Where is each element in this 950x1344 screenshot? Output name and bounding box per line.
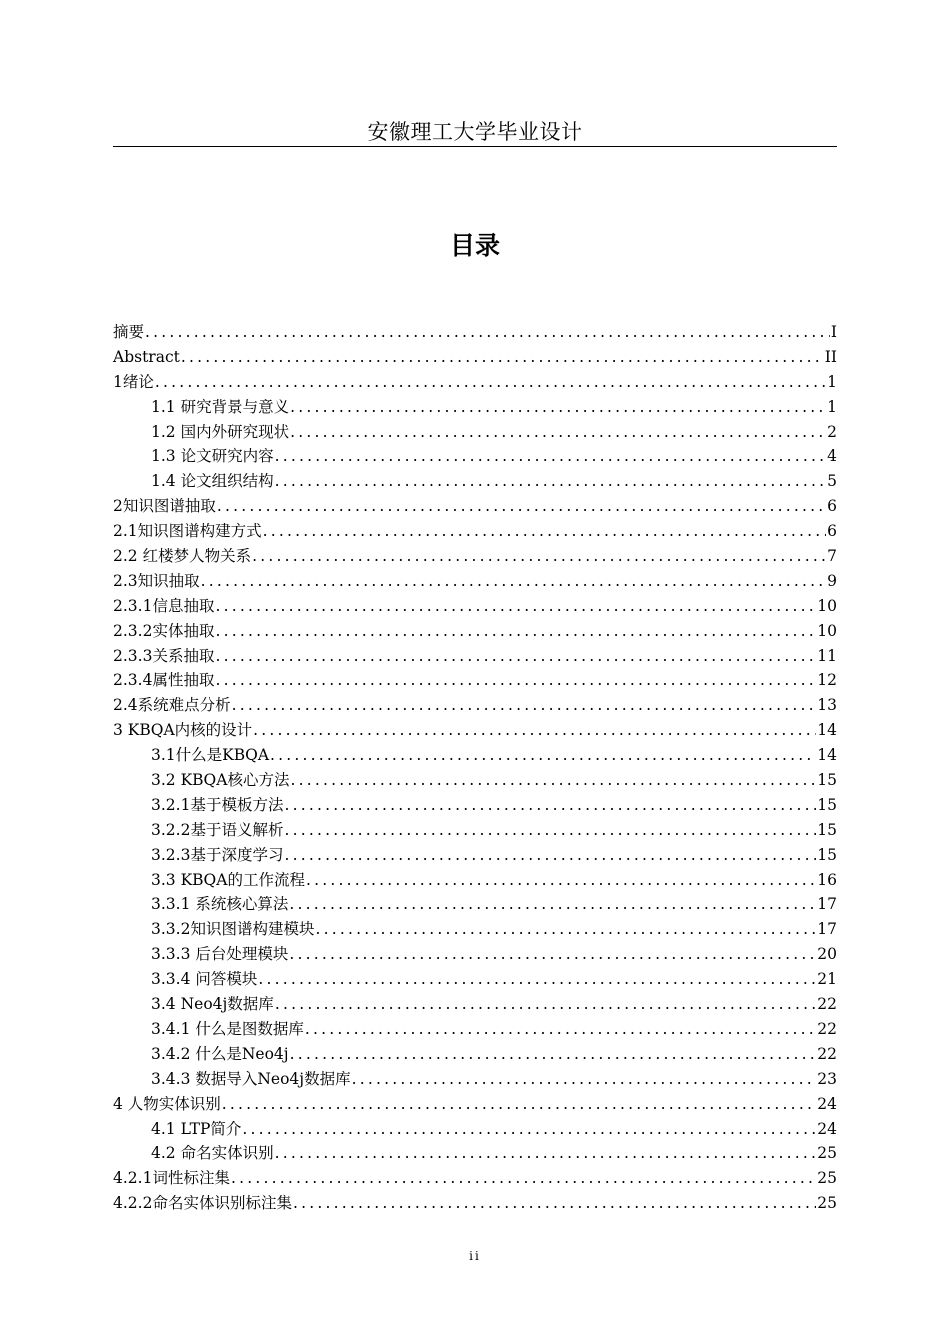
toc-entry-title: 2.3.1信息抽取 bbox=[113, 596, 215, 615]
toc-dot-leader bbox=[275, 469, 827, 494]
toc-entry-title: 3.2.2基于语义解析 bbox=[151, 820, 284, 839]
toc-dot-leader bbox=[284, 818, 816, 843]
toc-entry-title: 2.4系统难点分析 bbox=[113, 696, 231, 715]
toc-entry[interactable] bbox=[113, 942, 837, 967]
toc-dot-leader bbox=[232, 693, 817, 718]
toc-entry[interactable] bbox=[113, 1092, 837, 1117]
toc-dot-leader bbox=[155, 370, 826, 395]
toc-entry-title: 3.3.3 后台处理模块 bbox=[151, 945, 289, 964]
toc-entry-page-number: 1 bbox=[827, 372, 837, 391]
toc-entry[interactable] bbox=[113, 1141, 837, 1166]
toc-entry[interactable] bbox=[113, 1117, 837, 1142]
toc-entry-title: 3.3.4 问答模块 bbox=[151, 970, 258, 989]
toc-dot-leader bbox=[181, 345, 824, 370]
toc-dot-leader bbox=[215, 619, 816, 644]
toc-entry-title: 2.3.4属性抽取 bbox=[113, 671, 215, 690]
toc-entry-page-number: 23 bbox=[817, 1069, 837, 1088]
toc-entry-page-number: 14 bbox=[817, 721, 837, 740]
toc-dot-leader bbox=[231, 1166, 816, 1191]
toc-dot-leader bbox=[293, 1191, 816, 1216]
toc-entry-title: 1.2 国内外研究现状 bbox=[151, 422, 290, 441]
toc-dot-leader bbox=[306, 868, 816, 893]
toc-dot-leader bbox=[217, 494, 826, 519]
toc-entry-title: 3.3 KBQA的工作流程 bbox=[151, 870, 305, 889]
toc-entry[interactable] bbox=[113, 992, 837, 1017]
page-number: ii bbox=[469, 1249, 481, 1263]
toc-entry-title: 3.3.2知识图谱构建模块 bbox=[151, 920, 315, 939]
toc-dot-leader bbox=[305, 1017, 816, 1042]
toc-entry-title: 2.3知识抽取 bbox=[113, 571, 200, 590]
toc-dot-leader bbox=[215, 594, 816, 619]
toc-entry[interactable] bbox=[113, 594, 837, 619]
toc-dot-leader bbox=[289, 942, 816, 967]
toc-dot-leader bbox=[290, 395, 826, 420]
toc-entry-page-number: 1 bbox=[827, 397, 837, 416]
toc-entry-title: 2.1知识图谱构建方式 bbox=[113, 522, 262, 541]
toc-entry-page-number: 22 bbox=[817, 1044, 837, 1063]
toc-entry-page-number: 14 bbox=[817, 746, 837, 765]
toc-entry[interactable] bbox=[113, 892, 837, 917]
toc-entry-title: 3.2 KBQA核心方法 bbox=[151, 771, 290, 790]
toc-entry-title: 4.2 命名实体识别 bbox=[151, 1144, 274, 1163]
toc-entry[interactable] bbox=[113, 668, 837, 693]
page-header-title: 安徽理工大学毕业设计 bbox=[367, 120, 583, 144]
toc-entry-title: 1绪论 bbox=[113, 372, 154, 391]
toc-dot-leader bbox=[290, 768, 816, 793]
toc-title: 目录 bbox=[449, 231, 500, 260]
toc-entry[interactable] bbox=[113, 1166, 837, 1191]
toc-entry-title: 3.4.1 什么是图数据库 bbox=[151, 1019, 304, 1038]
toc-entry-page-number: 22 bbox=[817, 995, 837, 1014]
toc-dot-leader bbox=[258, 967, 816, 992]
toc-entry-page-number: 10 bbox=[817, 596, 837, 615]
toc-entry-title: 3.1什么是KBQA bbox=[151, 746, 270, 765]
toc-entry-page-number: 6 bbox=[827, 497, 837, 516]
toc-entry-page-number: 15 bbox=[817, 845, 837, 864]
toc-entry-page-number: 10 bbox=[817, 621, 837, 640]
toc-dot-leader bbox=[263, 519, 826, 544]
toc-entry[interactable] bbox=[113, 395, 837, 420]
toc-entry[interactable] bbox=[113, 917, 837, 942]
toc-dot-leader bbox=[215, 644, 816, 669]
toc-entry-title: 1.3 论文研究内容 bbox=[151, 447, 274, 466]
toc-entry-page-number: 17 bbox=[817, 920, 837, 939]
toc-entry-page-number: 13 bbox=[817, 696, 837, 715]
toc-entry[interactable] bbox=[113, 444, 837, 469]
toc-entry-title: Abstract bbox=[113, 347, 180, 366]
toc-entry-title: 2.3.2实体抽取 bbox=[113, 621, 215, 640]
toc-entry[interactable] bbox=[113, 868, 837, 893]
toc-entry-page-number: I bbox=[830, 323, 837, 341]
toc-dot-leader bbox=[289, 892, 816, 917]
toc-dot-leader bbox=[270, 743, 816, 768]
toc-entry-page-number: 4 bbox=[827, 447, 837, 466]
toc-entry-page-number: II bbox=[824, 347, 837, 366]
toc-dot-leader bbox=[275, 444, 827, 469]
toc-entry[interactable] bbox=[113, 1042, 837, 1067]
toc-entry[interactable] bbox=[113, 768, 837, 793]
toc-entry[interactable] bbox=[113, 519, 837, 544]
toc-entry-page-number: 22 bbox=[817, 1019, 837, 1038]
toc-entry-title: 2知识图谱抽取 bbox=[113, 497, 216, 516]
toc-entry[interactable] bbox=[113, 818, 837, 843]
toc-entry-page-number: 15 bbox=[817, 771, 837, 790]
toc-entry-page-number: 24 bbox=[817, 1094, 837, 1113]
toc-entry[interactable] bbox=[113, 370, 837, 395]
toc-entry-page-number: 9 bbox=[827, 571, 837, 590]
toc-entry-title: 3.4.3 数据导入Neo4j数据库 bbox=[151, 1069, 351, 1088]
toc-dot-leader bbox=[290, 420, 826, 445]
toc-entry-title: 4.1 LTP简介 bbox=[151, 1119, 242, 1138]
toc-entry-page-number: 24 bbox=[817, 1119, 837, 1138]
toc-entry-title: 4 人物实体识别 bbox=[113, 1094, 221, 1113]
toc-entry[interactable] bbox=[113, 967, 837, 992]
toc-entry-title: 1.1 研究背景与意义 bbox=[151, 397, 290, 416]
toc-entry[interactable] bbox=[113, 345, 837, 370]
toc-entry-title: 3.3.1 系统核心算法 bbox=[151, 895, 289, 914]
toc-entry-title: 3 KBQA内核的设计 bbox=[113, 721, 253, 740]
toc-entry-page-number: 15 bbox=[817, 795, 837, 814]
table-of-contents bbox=[113, 320, 837, 1216]
toc-entry[interactable] bbox=[113, 718, 837, 743]
toc-entry[interactable] bbox=[113, 693, 837, 718]
toc-entry[interactable] bbox=[113, 793, 837, 818]
toc-entry[interactable] bbox=[113, 494, 837, 519]
toc-entry[interactable] bbox=[113, 1067, 837, 1092]
toc-entry-page-number: 16 bbox=[817, 870, 837, 889]
toc-entry-title: 4.2.2命名实体识别标注集 bbox=[113, 1194, 292, 1213]
toc-entry[interactable] bbox=[113, 1017, 837, 1042]
toc-dot-leader bbox=[215, 668, 816, 693]
toc-entry-page-number: 11 bbox=[817, 646, 837, 665]
toc-entry-page-number: 25 bbox=[817, 1144, 837, 1163]
toc-entry-title: 2.3.3关系抽取 bbox=[113, 646, 215, 665]
toc-entry-title: 3.2.3基于深度学习 bbox=[151, 845, 284, 864]
toc-entry-page-number: 20 bbox=[817, 945, 837, 964]
toc-entry-title: 摘要 bbox=[113, 323, 145, 341]
toc-entry[interactable] bbox=[113, 320, 837, 345]
toc-entry-page-number: 15 bbox=[817, 820, 837, 839]
toc-entry[interactable] bbox=[113, 644, 837, 669]
toc-entry-title: 1.4 论文组织结构 bbox=[151, 472, 274, 491]
toc-entry-page-number: 7 bbox=[827, 547, 837, 566]
toc-entry-page-number: 5 bbox=[827, 472, 837, 491]
toc-entry-page-number: 25 bbox=[817, 1194, 837, 1213]
toc-entry[interactable] bbox=[113, 544, 837, 569]
toc-entry-page-number: 6 bbox=[827, 522, 837, 541]
toc-entry[interactable] bbox=[113, 1191, 837, 1216]
toc-dot-leader bbox=[145, 320, 830, 345]
toc-dot-leader bbox=[290, 1042, 817, 1067]
toc-dot-leader bbox=[201, 569, 826, 594]
toc-entry[interactable] bbox=[113, 469, 837, 494]
toc-dot-leader bbox=[284, 793, 816, 818]
toc-dot-leader bbox=[352, 1067, 817, 1092]
toc-entry[interactable] bbox=[113, 743, 837, 768]
toc-dot-leader bbox=[275, 992, 816, 1017]
toc-entry[interactable] bbox=[113, 843, 837, 868]
toc-entry-page-number: 2 bbox=[827, 422, 837, 441]
toc-entry-title: 3.2.1基于模板方法 bbox=[151, 795, 284, 814]
toc-dot-leader bbox=[284, 843, 816, 868]
toc-dot-leader bbox=[252, 544, 826, 569]
toc-dot-leader bbox=[315, 917, 816, 942]
toc-entry[interactable] bbox=[113, 619, 837, 644]
toc-dot-leader bbox=[222, 1092, 816, 1117]
toc-entry-title: 4.2.1词性标注集 bbox=[113, 1169, 230, 1188]
toc-entry-page-number: 21 bbox=[817, 970, 837, 989]
toc-entry-page-number: 25 bbox=[817, 1169, 837, 1188]
toc-dot-leader bbox=[242, 1117, 816, 1142]
toc-entry[interactable] bbox=[113, 569, 837, 594]
toc-dot-leader bbox=[275, 1141, 817, 1166]
toc-entry-page-number: 17 bbox=[817, 895, 837, 914]
toc-entry[interactable] bbox=[113, 420, 837, 445]
toc-dot-leader bbox=[253, 718, 816, 743]
toc-entry-title: 2.2 红楼梦人物关系 bbox=[113, 547, 252, 566]
toc-entry-page-number: 12 bbox=[817, 671, 837, 690]
header-divider bbox=[113, 146, 837, 147]
toc-entry-title: 3.4 Neo4j数据库 bbox=[151, 995, 274, 1014]
toc-entry-title: 3.4.2 什么是Neo4j bbox=[151, 1044, 289, 1063]
